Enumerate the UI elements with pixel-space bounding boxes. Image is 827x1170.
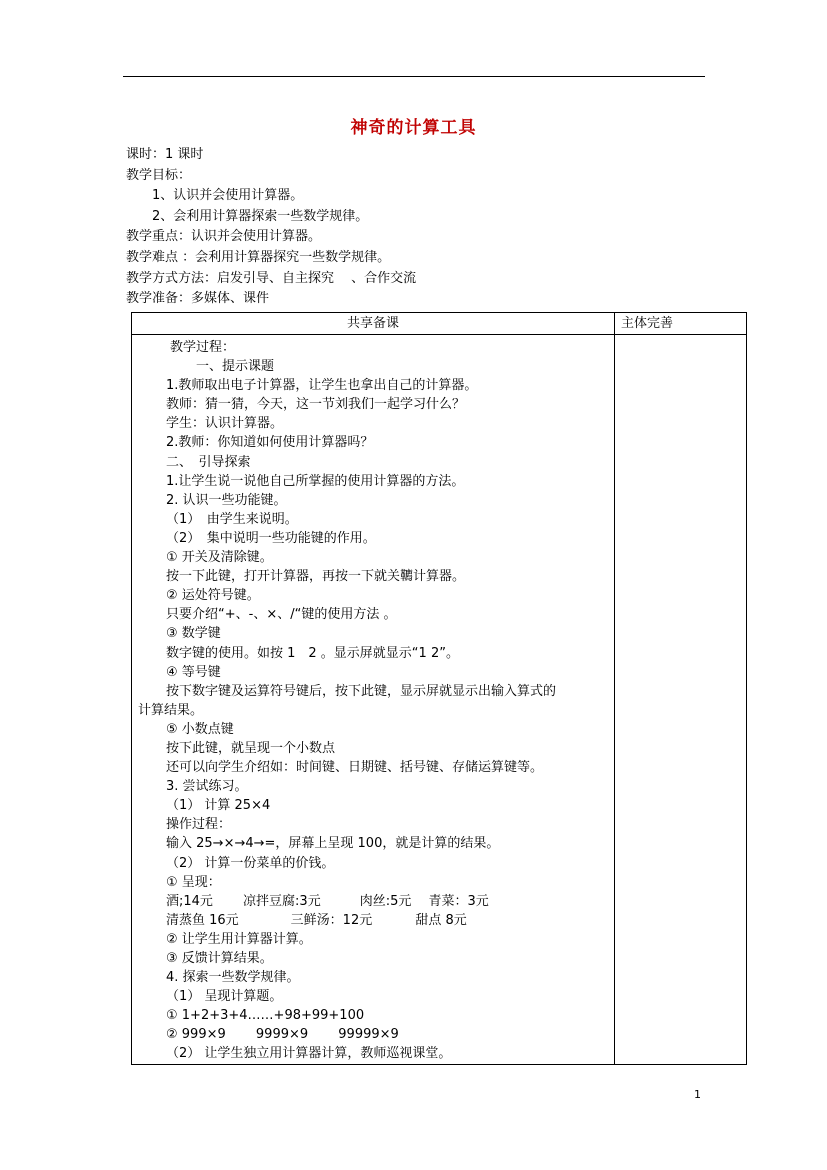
process-line: ③ 反馈计算结果。 [166, 951, 273, 966]
process-line: （1） 呈现计算题。 [166, 989, 283, 1005]
process-line: 4. 探索一些数学规律。 [166, 970, 300, 986]
process-line: 只要介绍“+、-、×、/“键的使用方法 。 [166, 607, 397, 623]
objective-1: 1、认识并会使用计算器。 [152, 188, 304, 204]
process-line: （2） 计算一份菜单的价钱。 [166, 855, 335, 871]
process-line: ⑤ 小数点键 [166, 721, 234, 737]
process-line: ① 呈现： [166, 874, 221, 890]
process-line: 1.让学生说一说他自己所掌握的使用计算器的方法。 [166, 473, 465, 489]
lesson-meta [126, 145, 736, 310]
difficulty: 教学难点 ：会利用计算器探究一些数学规律。 [126, 249, 391, 265]
process-line: ④ 等号键 [166, 664, 221, 680]
process-line: 计算结果。 [138, 702, 204, 718]
process-line: 还可以向学生介绍如：时间键、日期键、括号键、存储运算键等。 [166, 760, 544, 776]
process-line: 清蒸鱼 16元 三鲜汤：12元 甜点 8元 [166, 912, 467, 928]
process-line: 3. 尝试练习。 [166, 779, 248, 795]
process-line: 按下此键，就呈现一个小数点 [166, 740, 336, 756]
process-line: 二、 引导探索 [166, 454, 251, 470]
teaching-process [132, 335, 614, 1064]
teaching-methods: 教学方式方法：启发引导、自主探究 、合作交流 [126, 270, 417, 286]
process-line: ② 让学生用计算器计算。 [166, 931, 312, 947]
process-line: 一、提示课题 [196, 359, 275, 375]
process-line: ① 1+2+3+4……+98+99+100 [166, 1008, 365, 1024]
process-line: 按下数字键及运算符号键后，按下此键，显示屏就显示出输入算式的 [166, 683, 557, 699]
process-line: 数字键的使用。如按 1 2 。显示屏就显示“1 2”。 [166, 645, 459, 661]
process-line: ① 开关及清除键。 [166, 550, 273, 566]
objective-2: 2、会利用计算器探索一些数学规律。 [152, 208, 369, 224]
process-line: 酒;14元 凉拌豆腐:3元 肉丝:5元 青菜：3元 [166, 893, 489, 909]
process-line: 2.教师：你知道如何使用计算器吗？ [166, 435, 374, 451]
process-line: 按一下此键，打开计算器，再按一下就关韀计算器。 [166, 569, 466, 585]
teaching-preparation: 教学准备：多媒体、课件 [126, 291, 270, 307]
process-line: （2） 让学生独立用计算器计算，教师巡视课堂。 [166, 1046, 452, 1062]
process-line: （2） 集中说明一些功能键的作用。 [166, 530, 376, 546]
process-line: （1） 计算 25×4 [166, 798, 271, 814]
class-hours: 课时：1 课时 [126, 147, 204, 162]
process-line: 操作过程： [166, 817, 232, 833]
header-rule [123, 76, 705, 77]
process-line: 输入 25→×→4→=，屏幕上呈现 100，就是计算的结果。 [166, 836, 500, 852]
process-line: 教师：猜一猜，今天，这一节刘我们一起学习什么？ [166, 397, 466, 413]
key-point: 教学重点：认识并会使用计算器。 [126, 229, 322, 245]
page-title: 神奇的计算工具 [350, 118, 477, 138]
process-line: ③ 数学键 [166, 626, 221, 642]
page-number: 1 [694, 1088, 701, 1101]
refinement-header: 主体完善 [615, 313, 747, 335]
process-line: 1.教师取出电子计算器，让学生也拿出自己的计算器。 [166, 378, 478, 394]
process-line: 教学过程： [170, 340, 236, 355]
lesson-plan-table [131, 312, 747, 1065]
process-line: （1） 由学生来说明。 [166, 511, 298, 527]
objectives-label: 教学目标： [126, 167, 192, 183]
refinement-cell [615, 335, 747, 1065]
shared-prep-header: 共享备课 [132, 313, 615, 335]
process-line: 2. 认识一些功能键。 [166, 492, 287, 508]
process-line: ② 运处符号键。 [166, 588, 260, 604]
process-line: 学生：认识计算器。 [166, 416, 284, 432]
process-line: ② 999×9 9999×9 99999×9 [166, 1027, 399, 1043]
shared-prep-cell [132, 335, 615, 1065]
